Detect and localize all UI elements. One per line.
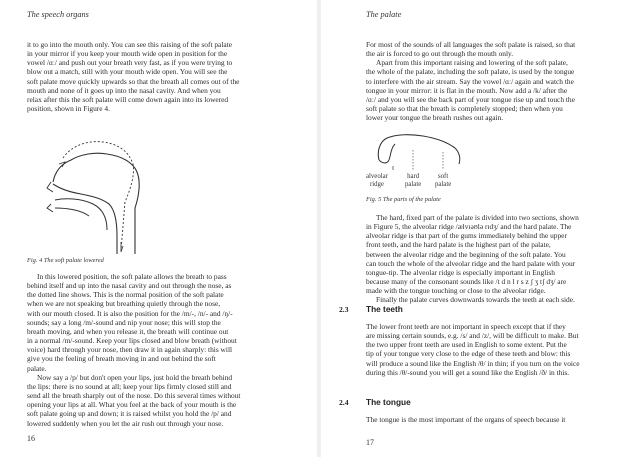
text-line: The tongue is the most important of the organs of speech because it bbox=[366, 415, 566, 424]
text-line: The lower front teeth are not important in speech except that if they bbox=[366, 322, 566, 331]
text-line: blow out a match, still with your mouth wide open. You will see the bbox=[27, 67, 228, 77]
text-line: send all the breath sharply out of the nose. Do this several times without bbox=[27, 391, 241, 401]
section-2-3-number: 2.3 bbox=[339, 305, 349, 314]
label-soft-palate bbox=[435, 173, 451, 189]
text-line: the air is forced to go out through the mouth only. bbox=[366, 49, 514, 59]
soft-palate-lowered-figure bbox=[35, 112, 165, 262]
text-line: voice) hard through your nose, then draw it in again sharply: this will bbox=[27, 345, 233, 355]
text-line: are missing certain sounds, e.g. /s/ and /z/, will be difficult to make. But bbox=[366, 331, 579, 341]
text-line: in Figure 5, the alveolar ridge /ælvɪəʊlə rɪdʒ/ and the hard palate. The bbox=[366, 222, 572, 232]
text-line: will produce a sound like the English /θ/ in thin; if you turn on the voice bbox=[366, 358, 580, 368]
text-line: made with the tongue touching or close to the alveolar ridge. bbox=[366, 286, 546, 296]
figure-4-caption: Fig. 4 The soft palate lowered bbox=[27, 257, 104, 264]
text-line: the lips: there is no sound at all; keep your lips firmly closed still and bbox=[27, 381, 232, 391]
section-2-3-title: The teeth bbox=[366, 304, 403, 314]
teeth-paragraph bbox=[366, 322, 580, 377]
text-line: position, shown in Figure 4. bbox=[27, 104, 110, 114]
text-line: soft palate so that the breath is completely stopped; then when you bbox=[366, 104, 563, 114]
text-line: sounds; say a long /m/-sound and nip your nose; this will stop the bbox=[27, 317, 221, 327]
text-line: lowered suddenly when you let the air rush out through your nose. bbox=[27, 418, 224, 428]
left-running-head: The speech organs bbox=[27, 10, 89, 19]
text-line: tongue-tip. The alveolar ridge is especially important in English bbox=[366, 267, 555, 277]
label-ridge: ridge bbox=[369, 181, 384, 188]
text-line: soft palate move quickly upwards so that the breath all comes out of the bbox=[27, 76, 240, 86]
text-line: when we are not speaking but breathing quietly through the nose, bbox=[27, 299, 221, 309]
right-running-head: The palate bbox=[366, 10, 402, 19]
text-line: /ɑː/ and you will see the back part of your tongue rise up and touch the bbox=[366, 94, 575, 104]
right-page-number: 17 bbox=[366, 438, 374, 447]
right-mid-paragraph bbox=[366, 213, 579, 305]
text-line: For most of the sounds of all languages the soft palate is raised, so that bbox=[366, 40, 576, 49]
left-bottom-paragraphs bbox=[27, 272, 240, 428]
left-top-paragraph bbox=[27, 40, 239, 113]
text-line: breath moving, and when you release it, the breath will continue out bbox=[27, 326, 229, 336]
text-line: the dotted line shows. This is the normal position of the soft palate bbox=[27, 290, 224, 300]
text-line: Apart from this important raising and lowering of the soft palate, bbox=[376, 58, 568, 68]
label-soft: soft bbox=[438, 173, 449, 180]
text-line: give you the feeling of breath moving in and out behind the soft bbox=[27, 354, 216, 364]
text-line: The hard, fixed part of the palate is divided into two sections, shown bbox=[376, 213, 579, 222]
text-line: Now say a /p/ but don't open your lips, just hold the breath behind bbox=[37, 372, 233, 382]
text-line: palate. bbox=[27, 363, 47, 373]
text-line: relax after this the soft palate will come down again into its lowered bbox=[27, 94, 229, 104]
text-line: can touch the whole of the alveolar ridge and the hard palate with your bbox=[366, 258, 576, 268]
text-line: it to go into the mouth only. You can see this raising of the soft palate bbox=[27, 40, 232, 49]
figure-5-caption: Fig. 5 The parts of the palate bbox=[366, 196, 441, 203]
label-alveolar: alveolar bbox=[366, 173, 388, 180]
text-line: Finally the palate curves downwards towards the teeth at each side. bbox=[376, 295, 575, 305]
label-hard-palate bbox=[405, 173, 421, 189]
text-line: mouth and none of it goes up into the nasal cavity. And when you bbox=[27, 85, 221, 95]
text-line: lower your tongue the breath rushes out again. bbox=[366, 113, 504, 123]
text-line: between the alveolar ridge and the beginning of the soft palate. You bbox=[366, 249, 566, 259]
right-page bbox=[319, 0, 638, 457]
text-line: alveolar ridge is that part of the gums immediately behind the upper bbox=[366, 231, 567, 241]
text-line: behind itself and up into the nasal cavity and out through the nose, as bbox=[27, 281, 232, 291]
label-palate-1: palate bbox=[405, 181, 422, 188]
text-line: tip of your tongue very close to the edge of these teeth and blow: this bbox=[366, 349, 571, 359]
text-line: In this lowered position, the soft palate allows the breath to pass bbox=[37, 272, 227, 281]
section-2-4-number: 2.4 bbox=[339, 398, 349, 407]
tongue-paragraph bbox=[366, 415, 565, 424]
text-line: the two upper front teeth are used in English to some extent. Put the bbox=[366, 340, 567, 350]
section-2-4-title: The tongue bbox=[366, 397, 411, 407]
label-palate-2: palate bbox=[435, 181, 452, 188]
text-line: soft palate going up and down; it is raised whilst you hold the /p/ and bbox=[27, 409, 232, 419]
label-hard: hard bbox=[407, 173, 420, 180]
text-line: in a normal /m/-sound. Keep your lips closed and blow breath (without bbox=[27, 336, 237, 346]
label-alveolar-ridge bbox=[366, 173, 388, 189]
text-line: because many of the consonant sounds like /t d n l r s z ʃ ʒ tʃ dʒ/ are bbox=[366, 277, 567, 287]
text-line: vowel /ɑː/ and push out your breath very fast, as if you were trying to bbox=[27, 58, 233, 68]
text-line: to interfere with the air stream. Say the vowel /ɑː/ again and watch the bbox=[366, 76, 574, 86]
text-line: opening your lips at all. What you feel at the back of your mouth is the bbox=[27, 400, 237, 410]
text-line: with our mouth closed. It is also the position for the /m/-, /n/- and /ŋ/- bbox=[27, 308, 233, 318]
text-line: tongue in your mirror: it is flat in the mouth. Now add a /k/ after the bbox=[366, 85, 568, 95]
text-line: front teeth, and the hard palate is the highest part of the palate, bbox=[366, 240, 551, 250]
text-line: the whole of the palate, including the soft palate, is used by the tongue bbox=[366, 67, 575, 77]
text-line: in your mirror if you keep your mouth wide open in position for the bbox=[27, 49, 228, 59]
text-line: during this /θ/-sound you will get a sound like the English /ð/ in this. bbox=[366, 367, 570, 377]
palate-parts-figure bbox=[369, 130, 479, 172]
right-top-paragraphs bbox=[366, 40, 575, 122]
left-page-number: 16 bbox=[27, 434, 35, 443]
